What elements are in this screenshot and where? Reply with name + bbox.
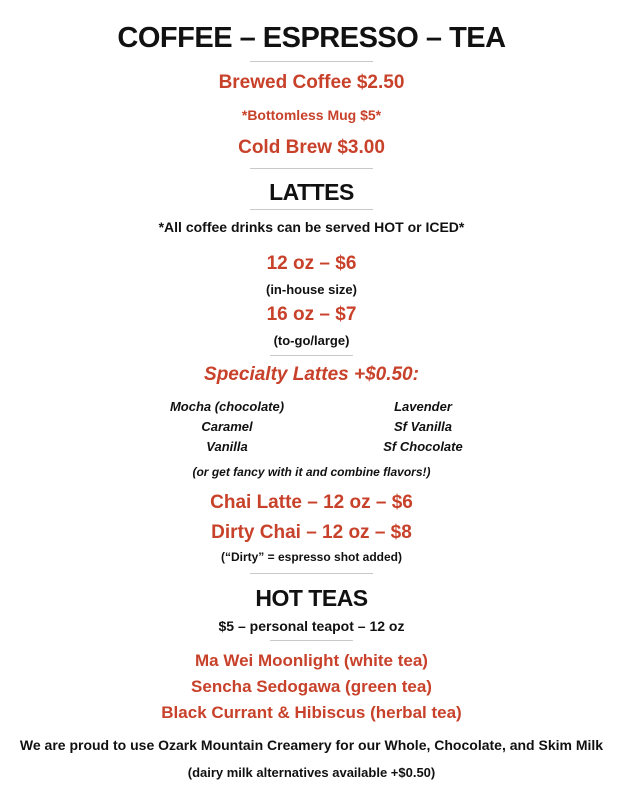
divider xyxy=(250,168,373,169)
hot-or-iced-note: *All coffee drinks can be served HOT or ICED* xyxy=(158,219,465,235)
latte-16oz-price: 16 oz – $7 xyxy=(266,304,357,325)
brewed-coffee-item: Brewed Coffee $2.50 xyxy=(218,72,405,93)
flavor-item: Lavender xyxy=(394,399,452,414)
cold-brew-item: Cold Brew $3.00 xyxy=(238,137,385,158)
specialty-lattes-heading: Specialty Lattes +$0.50: xyxy=(204,364,419,385)
dirty-chai-note: (“Dirty” = espresso shot added) xyxy=(220,550,403,564)
divider xyxy=(270,355,353,356)
flavor-column-left xyxy=(147,397,307,457)
lattes-heading: LATTES xyxy=(269,179,354,205)
dirty-chai-item: Dirty Chai – 12 oz – $8 xyxy=(211,522,412,543)
bottomless-mug-item: *Bottomless Mug $5* xyxy=(241,107,382,123)
combine-flavors-note: (or get fancy with it and combine flavors!) xyxy=(192,465,431,479)
divider xyxy=(250,61,373,62)
latte-12oz-price: 12 oz – $6 xyxy=(266,253,357,274)
chai-latte-item: Chai Latte – 12 oz – $6 xyxy=(210,492,413,513)
divider xyxy=(250,209,373,210)
flavor-item: Vanilla xyxy=(206,439,248,454)
flavor-item: Caramel xyxy=(201,419,253,434)
flavor-column-right xyxy=(343,397,503,457)
flavor-item: Sf Chocolate xyxy=(383,439,463,454)
divider xyxy=(270,640,353,641)
latte-16oz-note: (to-go/large) xyxy=(273,333,350,348)
milk-alternatives-note: (dairy milk alternatives available +$0.50) xyxy=(187,765,436,780)
hot-teas-price: $5 – personal teapot – 12 oz xyxy=(218,618,405,634)
flavor-list xyxy=(0,397,623,457)
divider xyxy=(250,573,373,574)
menu-title: COFFEE – ESPRESSO – TEA xyxy=(117,22,506,54)
flavor-item: Mocha (chocolate) xyxy=(169,399,285,414)
latte-12oz-note: (in-house size) xyxy=(265,282,357,297)
tea-item: Ma Wei Moonlight (white tea) xyxy=(195,651,428,670)
creamery-statement: We are proud to use Ozark Mountain Creamery for our Whole, Chocolate, and Skim Milk xyxy=(19,737,604,753)
hot-teas-heading: HOT TEAS xyxy=(255,585,368,611)
tea-item: Black Currant & Hibiscus (herbal tea) xyxy=(161,703,462,722)
tea-item: Sencha Sedogawa (green tea) xyxy=(191,677,432,696)
flavor-item: Sf Vanilla xyxy=(393,419,453,434)
